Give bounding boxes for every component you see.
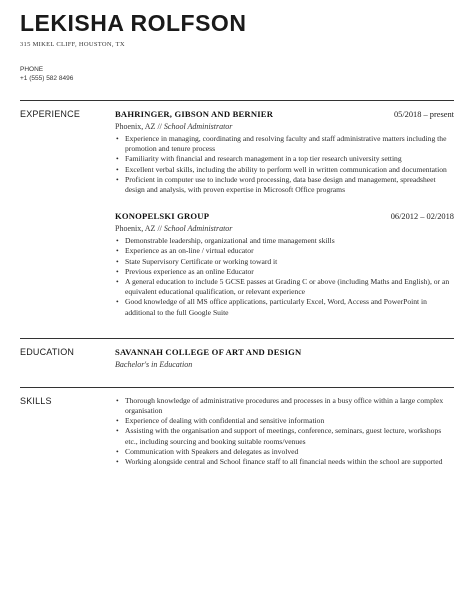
job-dates: 06/2012 – 02/2018 [390, 212, 454, 222]
job-dates: 05/2018 – present [393, 110, 454, 119]
job-role: School Administrator [163, 122, 233, 131]
experience-body [115, 109, 454, 318]
list-item: • Assisting with the organisation and support of meetings, conference, seminars, guest lecture, workshops etc., including sourcing and booking suitable rooms/venues [125, 426, 454, 446]
list-item: • Previous experience as an online Educator [125, 267, 454, 277]
section-title-experience: EXPERIENCE [20, 109, 81, 119]
school-name: SAVANNAH COLLEGE OF ART AND DESIGN [115, 346, 302, 357]
divider-skills [20, 387, 454, 388]
list-item: • Communication with Speakers and delegates as involved [125, 447, 454, 457]
candidate-name: LEKISHA ROLFSON [20, 10, 247, 36]
job-location: Phoenix, AZ // [115, 224, 164, 234]
list-item: • Experience as an on-line / virtual educator [125, 246, 454, 256]
phone-label: PHONE [20, 66, 44, 73]
list-item: • Familiarity with financial and research management in a top tier research university setting [125, 154, 454, 164]
company-name: BAHRINGER, GIBSON AND BERNIER [115, 109, 274, 119]
job-header [115, 109, 454, 119]
job-entry [115, 211, 454, 318]
phone-value: +1 (555) 582 8496 [20, 75, 74, 82]
list-item: • Proficient in computer use to include word processing, data base design and management, spreadsheet design and analysis, with proven expertise in Microsoft Office programs [125, 175, 454, 195]
divider-experience [20, 100, 454, 101]
list-item: • Demonstrable leadership, organizational and time management skills [125, 236, 454, 246]
skills-bullets [115, 396, 454, 467]
skills-section [20, 396, 454, 467]
list-item: • Excellent verbal skills, including the ability to perform well in written communication and documentation [125, 165, 454, 175]
job-bullets [115, 236, 454, 318]
job-header [115, 211, 454, 221]
company-name: KONOPELSKI GROUP [115, 211, 210, 222]
section-title-skills: SKILLS [20, 395, 52, 406]
job-location-role [115, 122, 454, 131]
list-item: • State Supervisory Certificate or working toward it [125, 257, 454, 267]
job-location: Phoenix, AZ // [115, 122, 164, 131]
list-item: • A general education to include 5 GCSE passes at Grading C or above (including Maths and English), or an equivalent educational qualification, or relevant experience [125, 277, 454, 297]
skills-body [115, 396, 454, 467]
job-location-role [115, 224, 454, 233]
divider-education [20, 338, 454, 339]
job-role: School Administrator [163, 224, 233, 234]
address: 315 MIKEL CLIFF, HOUSTON, TX [20, 41, 125, 48]
list-item: • Thorough knowledge of administrative procedures and processes in a busy office within a large complex organisation [125, 396, 454, 416]
education-body [115, 347, 454, 369]
list-item: • Experience of dealing with confidential and sensitive information [125, 416, 454, 426]
education-section [20, 347, 454, 369]
list-item: • Working alongside central and School finance staff to all financial needs within the school are supported [125, 457, 454, 467]
job-entry [115, 109, 454, 195]
list-item: • Good knowledge of all MS office applications, particularly Excel, Word, Access and PowerPoint in additional to the full Google Suite [125, 297, 454, 317]
experience-section [20, 109, 454, 318]
degree: Bachelor's in Education [115, 359, 193, 369]
section-title-education: EDUCATION [20, 346, 75, 357]
job-bullets [115, 134, 454, 195]
list-item: • Experience in managing, coordinating and resolving faculty and staff administrative matters including the promotion and tenure process [125, 134, 454, 154]
